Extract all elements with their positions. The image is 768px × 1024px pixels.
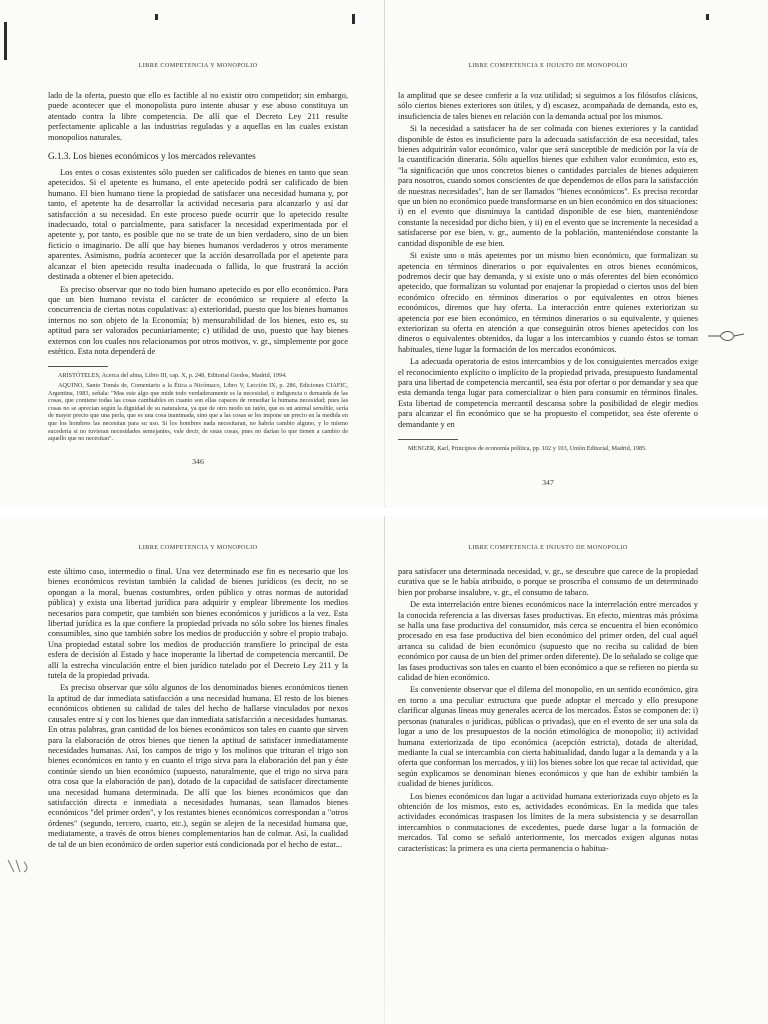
edge-mark — [4, 22, 7, 60]
paragraph: Es preciso observar que no todo bien humano apetecido es por ello económico. Para que un bien humano revista el carácter de económico se requiere al efecto la concurrencia de ciertas notas copulativas: a) exterioridad, puesto que los bienes humanos internos no son objeto de la Economía; b) mensurabilidad de los bienes, esto es, su aptitud para ser valorados pecuniariamente; c) utilidad de uso, puesto que hay bienes externos con los cuales nos relacionamos por otros motivos, v. gr., simplemente por goce estético. Esta nota dependerá de — [48, 284, 348, 356]
page-346 — [48, 62, 348, 497]
edge-mark — [706, 14, 709, 20]
running-header: LIBRE COMPETENCIA E INJUSTO DE MONOPOLIO — [468, 62, 628, 69]
edge-mark — [155, 14, 158, 20]
gutter-divider — [384, 516, 385, 1024]
running-header: LIBRE COMPETENCIA Y MONOPOLIO — [138, 62, 258, 69]
page-number: 347 — [542, 478, 554, 487]
paragraph: lado de la oferta, puesto que ello es factible al no existir otro competidor; sin embargo, puede acontecer que el monopolista puro intente abusar y ese abuso constituya un atentado contra la libre competencia. De allí que el Decreto Ley 211 resulte perfectamente aplicable a las industrias reguladas y a aquellas en las cuales existan monopolios naturales. — [48, 91, 348, 142]
page-349 — [398, 544, 698, 1020]
footnote: AQUINO, Santo Tomás de, Comentario a la Ética a Nicómaco, Libro V, Lección IX, p. 286, Ediciones CIAFIC, Argentina, 1983, señala: "Mas este algo que mide todo verdaderamente es la necesidad, o indigencia o demanda de las cosas, que contiene todas las cosas cambiables en cuanto son ellas capaces de remediar la humana necesidad; pues las cosas no se aprecian según la dignidad de su naturaleza, ya que de otro modo un ratón, que es un animal sensible, sería de mayor precio que una perla, que es una cosa inanimada, sino que a las cosas se les impone un precio en la medida en que los hombres las necesitan para su uso. Si los hombres nada necesitaran, no habría cambio alguno, y lo mismo sucedería si no tuvieran necesidades semejantes, vale decir, de estas cosas, pues no darían lo que tienen a cambio de aquello que no necesitan". — [48, 381, 348, 443]
page-number: 346 — [192, 456, 204, 466]
handwritten-annotation-icon — [706, 326, 746, 346]
paragraph: De esta interrelación entre bienes económicos nace la interrelación entre mercados y la conocida referencia a las diversas fases productivas. En efecto, mientras más próxima se halla una fase productiva del consumidor, más cerca se encuentra el bien económico procesado en esa fase productiva del bien económico del primer orden, del cual aquél arranca su calidad de bien económico (supuesto que no reciba su calidad de bien económico por causa de un bien del primer orden diferente). De lo señalado se colige que las fases productivas son tales en cuanto el bien económico a que se refieren no pierda su calidad de bien económico. — [398, 600, 698, 683]
page-347 — [398, 62, 698, 497]
paragraph: La adecuada operatoria de estos intercambios y de los consiguientes mercados exige el reconocimiento explícito o implícito de la propiedad privada, presupuesto fundamental para una libertad de competencia mercantil, sea ésta por ofertar o por demandar y sea que esta demanda tenga lugar para comercializar o bien para consumir en términos finales. Esta libertad de competencia mercantil descansa sobre la posibilidad de elegir medios para alcanzar el fin económico que se ha propuesto el competidor, sea éste oferente o demandante y en — [398, 357, 698, 429]
paragraph: Si existe uno o más apetentes por un mismo bien económico, que formalizan su apetencia en términos dinerarios o por equivalentes en otros bienes económicos, podremos decir que hay demanda, y si existe uno o más oferentes del bien económico apetecido, que formalizan su voluntad por enajenar la propiedad o ciertos usos del bien económico ofrecido en términos dinerarios o por equivalentes en otros bienes económicos, diremos que hay oferta. La interacción entre quienes exteriorizan su apetencia por ese bien económico, en términos dinerarios o su equivalente, y quienes exteriorizan su oferta en atención a que conseguirán otros bienes apetecidos con los dineros o equivalentes obtenidos, da lugar a los intercambios y cuando éstos se tornan habituales, tiene lugar la formación de los mercados económicos. — [398, 251, 698, 354]
footnote-rule — [398, 439, 458, 440]
handwritten-annotation-icon — [4, 856, 34, 876]
paragraph: Los bienes económicos dan lugar a actividad humana exteriorizada cuyo objeto es la obtención de los mismos, esto es, actividades económicas. En la medida que tales actividades económicas traspasen los límites de la mera subsistencia y se desarrollan intercambios o conmutaciones de excedentes, puede darse lugar a la formación de mercados. Tal como se señaló anteriormente, los mercados exigen algunas notas características: la primera es una cierta permanencia o habitua- — [398, 791, 698, 853]
footnote-rule — [48, 366, 108, 367]
gutter-divider — [384, 0, 385, 508]
section-heading: G.1.3. Los bienes económicos y los mercados relevantes — [48, 151, 256, 162]
running-header: LIBRE COMPETENCIA Y MONOPOLIO — [138, 544, 258, 551]
footnote: ARISTÓTELES, Acerca del alma, Libro III, cap. X, p. 248, Editorial Gredos, Madrid, 1994. — [58, 372, 287, 380]
paragraph: la amplitud que se desee conferir a la voz utilidad; si seguimos a los filósofos clásicos, sólo ciertos bienes exteriores son útiles, y d) escasez, acompañada de demanda, esto es, insuficiencia de tales bienes en relación con la demanda actual por los mismos. — [398, 91, 698, 121]
paragraph: Los entes o cosas existentes sólo pueden ser calificados de bienes en tanto que sean apetecidos. Si el apetente es humano, el ente apetecido podrá ser calificado de bien humano. El bien humano tiene la propiedad de satisfacer una necesidad humana y, por tanto, el apetente ha de desarrollar la actividad necesaria para alcanzarlo y así dar satisfacción a su necesidad. En este proceso puede ocurrir que lo apetecido resulte inadecuado, total o parcialmente, para satisfacer la necesidad experimentada por el apetente y, por tanto, es posible que no se trate de un bien verdadero, sino de un bien ficticio o imaginario. De allí que hay bienes humanos verdaderos y otros meramente aparentes. Asimismo, podría acontecer que la acción desarrollada por el apetente para alcanzar el bien apetecido resulta inadecuada o fallida, lo que frustrará la acción destinada a obtener el bien apetecido. — [48, 168, 348, 282]
paragraph: para satisfacer una determinada necesidad, v. gr., se descubre que carece de la propiedad curativa que se le había atribuido, o porque se proscriba el consumo de un determinado bien por probarse insalubre, v. gr., el consumo de tabaco. — [398, 567, 698, 597]
paragraph: Es conveniente observar que el dilema del monopolio, en un sentido económico, gira en torno a una peculiar estructura que puede adoptar el mercado y ello presupone clarificar algunas líneas muy generales acerca de los mercados. Éstos se componen de: i) personas (naturales o jurídicas, públicas o privadas), que en el evento de ser una sola da lugar a uno de los presupuestos de la noción etimológica de monopolio; ii) actividad humana exteriorizada de tipo económica (acepción estricta), dotada de alteridad, mediante la cual se intercambia con cierta habitualidad, dando lugar a la demanda y a la oferta que conforman los mercados, y iii) los bienes sobre los que recae tal actividad, que según explicamos se denominan bienes económicos y que han de exhibir también la cualidad de bienes jurídicos. — [398, 685, 698, 789]
paragraph: este último caso, intermedio o final. Una vez determinado ese fin es necesario que los bienes económicos revistan también la calidad de bienes jurídicos (es decir, no se opongan a la moral, buenas costumbres, orden público y otras normas de autoridad pública) y exista una libertad jurídica para adquirir y emplear libremente los medios necesarios para competir, que también son bienes económicos y jurídicos a la vez. Esta libertad jurídica es la que confiere la propiedad privada no sólo sobre los bienes finales consumibles, sino que también sobre los medios de producción y sobre el propio trabajo. Una propiedad estatal sobre los medios de producción transfiere lo principal de esta esfera de decisión al Estado y hace inoperante la libertad de competencia mercantil. De allí la estrecha vinculación entre el bien jurídico tutelado por el Decreto Ley 211 y la tutela de la propiedad privada. — [48, 567, 348, 681]
running-header: LIBRE COMPETENCIA E INJUSTO DE MONOPOLIO — [468, 544, 628, 551]
footnote: MENGER, Karl, Principios de economía política, pp. 102 y 103, Unión Editorial, Madrid, 1985. — [408, 445, 647, 452]
page-348 — [48, 544, 348, 1020]
bottom-spread — [0, 516, 768, 1024]
top-spread — [0, 0, 768, 508]
paragraph: Si la necesidad a satisfacer ha de ser colmada con bienes exteriores y la cantidad disponible de éstos es insuficiente para la adecuada satisfacción de esa necesidad, tales bienes adquirirán valor económico, valor que será susceptible de medición por la vía de la cuantificación dineraria. Sólo aquellos bienes que exhiben valor económico, esto es, "la significación que unos concretos bienes o cantidades parciales de bienes adquieren para nosotros, cuando somos conscientes de que dependemos de ellos para la satisfacción de nuestras necesidades", han de ser llamados "bienes económicos". Es preciso recordar que un bien no económico puede transformarse en un bien económico en dos situaciones: i) en el evento que disminuya la cantidad disponible de ese bien, manteniéndose constante la necesidad por dicho bien, y ii) en el evento que se incremente la necesidad a satisfacerse por ese bien, v. gr., aumento de la población, manteniéndose constante la cantidad disponible de ese bien. — [398, 124, 698, 248]
paragraph: Es preciso observar que sólo algunos de los denominados bienes económicos tienen la aptitud de dar inmediata satisfacción a una necesidad humana. El resto de los bienes económicos obtienen su calidad de tales del hecho de hallarse vinculados por nexos causales entre sí y con los bienes que dan inmediata satisfacción a necesidades humanas. En otras palabras, gran cantidad de los bienes económicos son tales en cuanto que sirven para la elaboración de otros bienes que tienen la aptitud de satisfacer inmediatamente necesidades humanas. Así, los campos de trigo y los molinos que trituran el trigo son bienes económicos en tanto y en cuanto el trigo sirva para la elaboración del pan y éste continúe siendo un bien económico (supuesto, naturalmente, que el trigo no sirva para otra cosa que la elaboración de pan), dotado de la capacidad de satisfacer directamente una necesidad humana determinada. De allí que los bienes económicos que dan satisfacción directa e inmediata a necesidades humanas, sean llamados bienes económicos "del primer orden", y los restantes bienes económicos correspondan a "otros órdenes" (segundo, tercero, cuarto, etc.), según se alejen de la necesidad humana que, mediatamente, a través de otros bienes complementarios han de colmar. Así, la cualidad de tal de un bien económico de orden superior está condicionada por el hecho de estar... — [48, 683, 348, 849]
edge-mark — [352, 14, 355, 24]
